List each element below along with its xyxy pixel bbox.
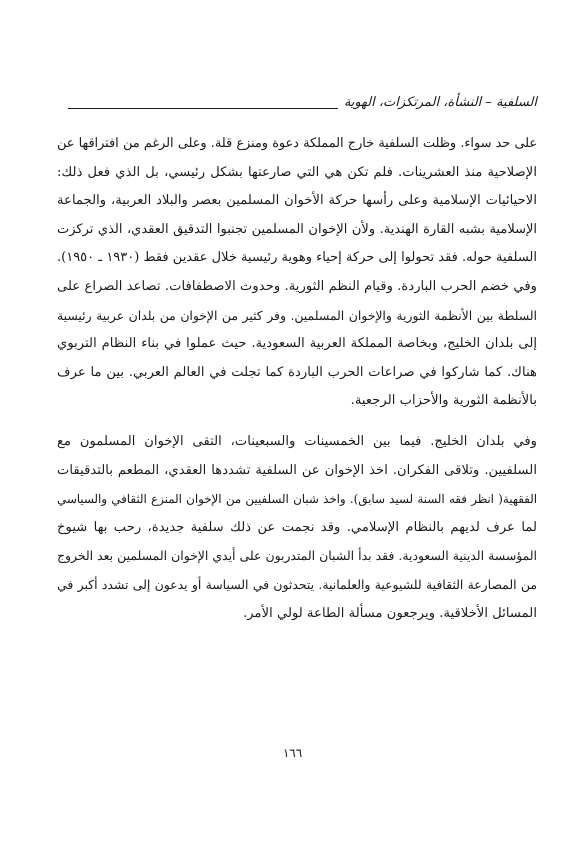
text-line: الإسلامية بشبه القارة الهندية. ولأن الإخوان المسلمين تجنبوا التدقيق العقدي، الذي تركزت bbox=[57, 221, 537, 237]
text-line: الإصلاحية منذ العشرينات. فلم تكن هي التي صارعتها بشكل رئيسي، بل الذي فعل ذلك: bbox=[57, 164, 537, 180]
body-text bbox=[57, 130, 537, 628]
running-header bbox=[68, 88, 537, 112]
text-line: من المصارعة الثقافية للشيوعية والعلمانية. يتحدثون في السياسة أو يدعون إلى تشدد أكبر في bbox=[57, 576, 537, 592]
text-line: إلى بلدان الخليج، وبخاصة المملكة العربية السعودية. حيث عملوا في بناء النظام التربوي bbox=[57, 336, 537, 352]
text-line: على حد سواء. وظلت السلفية خارج المملكة دعوة ومنزع قلة. وعلى الرغم من افتراقها عن bbox=[57, 136, 537, 151]
text-line: هناك. كما شاركوا في صراعات الحرب الباردة كما تجلت في العالم العربي. بين ما عرف bbox=[57, 364, 537, 380]
paragraph bbox=[57, 130, 537, 416]
text-line: المؤسسة الدينية السعودية. فقد بدأ الشبان المتدربون على أيدي الإخوان المسلمين بعد الخروج bbox=[57, 548, 537, 564]
text-line: الاحيائيات الإسلامية وعلى رأسها حركة الأخوان المسلمين بعصر والبلاد العربية، والجماعة bbox=[57, 193, 537, 209]
paragraph bbox=[57, 428, 537, 628]
text-line: السلفيين. وتلاقى الفكران. اخذ الإخوان عن السلفية تشددها العقدي، المطعم بالتدقيقات bbox=[57, 462, 537, 478]
paragraph-gap bbox=[57, 416, 537, 428]
running-header-title: السلفية – النشأة، المرتكزات، الهوية bbox=[343, 95, 537, 110]
text-line: المسائل الأخلاقية. ويرجعون مسألة الطاعة لولي الأمر. bbox=[243, 605, 537, 621]
text-line: السلطة بين الأنظمة الثورية والإخوان المسلمين. وفر كثير من الإخوان من بلدان عربية رئيسية bbox=[57, 307, 537, 323]
text-line: وفي خضم الحرب الباردة. وقيام النظم الثورية. وحدوث الاصطفافات. تصاعد الصراع على bbox=[57, 278, 537, 294]
page-number: ١٦٦ bbox=[282, 746, 303, 760]
header-rule bbox=[68, 108, 338, 109]
text-line: وفي بلدان الخليج. فيما بين الخمسينات والسبعينات، التقى الإخوان المسلمون مع bbox=[57, 433, 537, 449]
text-line: لما عرف لديهم بالنظام الإسلامي. وقد نجمت عن ذلك سلفية جديدة، رحب بها شيوخ bbox=[57, 519, 537, 535]
text-line: بالأنظمة الثورية والأحزاب الرجعية. bbox=[350, 393, 537, 409]
text-line: السلفية حوله. فقد تحولوا إلى حركة إحياء وهوية رئيسية خلال عقدين فقط (١٩٣٠ ـ ١٩٥٠). bbox=[57, 250, 537, 266]
text-line: الفقهية( انظر فقه السنة لسيد سابق). واخذ شبان السلفيين من الإخوان المنزع الثقافي والسياسي bbox=[57, 492, 537, 507]
